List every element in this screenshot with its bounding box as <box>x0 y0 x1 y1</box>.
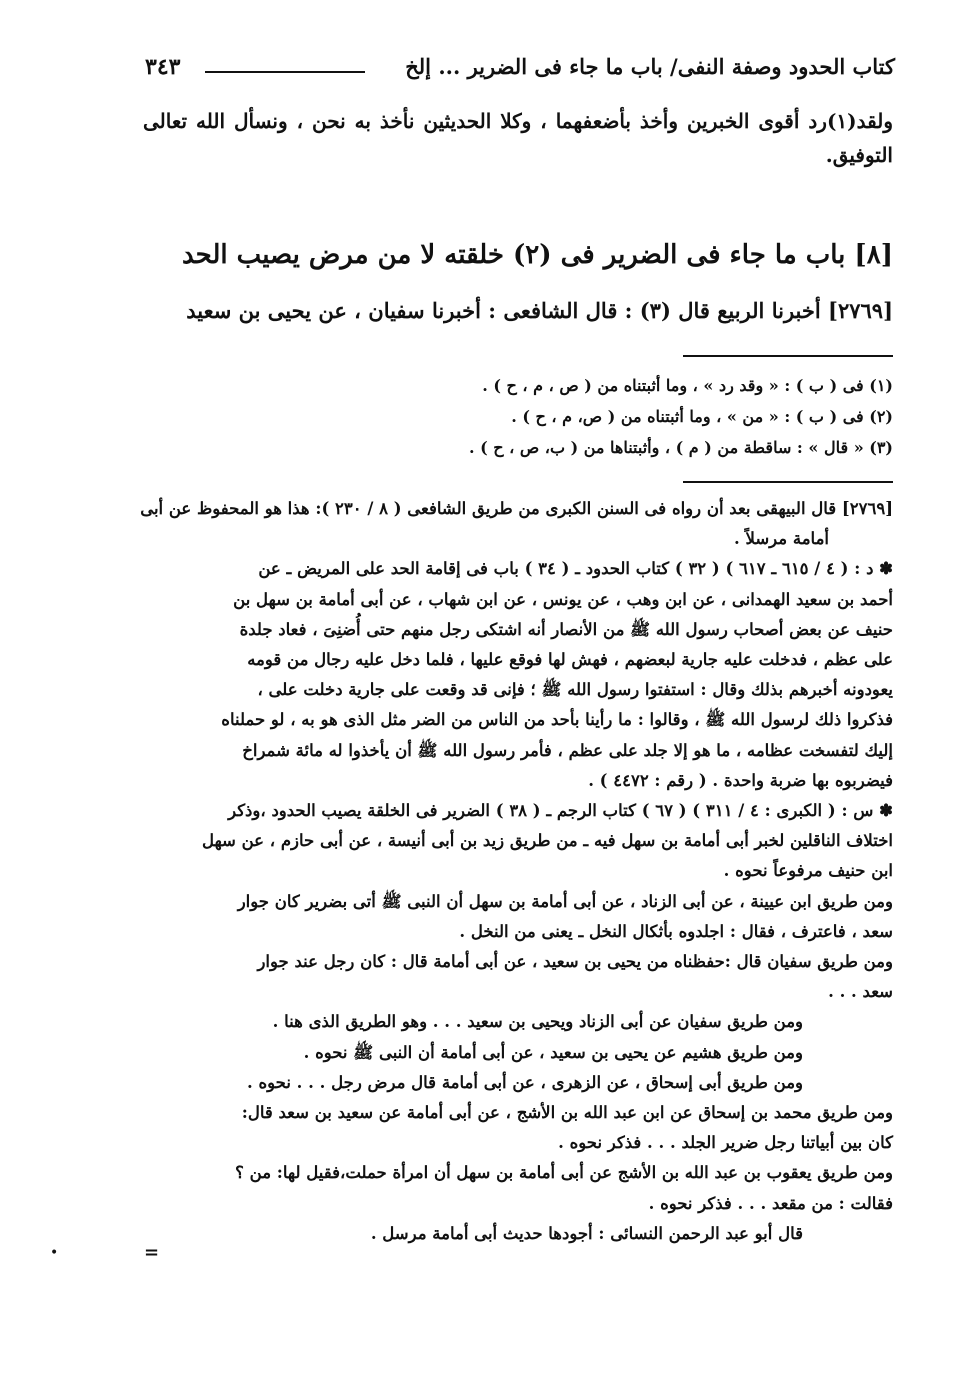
margin-dot: • <box>50 1245 59 1261</box>
footnote-1: (١) فى ( ب ) : « وقد رد » ، وما أثبتناه من ( ص ، م ، ح ) . <box>482 376 893 395</box>
commentary-line: اختلاف الناقلين لخبر أبى أمامة بن سهل فيه ـ من طريق زيد بن أبى أنيسة ، عن أبى حازم ، عن سهل <box>201 831 893 851</box>
commentary-line: سعد ، فاعترف ، فقال : اجلدوه بأثكال النخل ـ يعنى من النخل . <box>459 921 893 941</box>
hadith-text: [٢٧٦٩] أخبرنا الربيع قال (٣) : قال الشافعى : أخبرنا سفيان ، عن يحيى بن سعيد <box>186 298 893 323</box>
commentary-line: ومن طريق سفيان عن أبى الزناد ويحيى بن سعيد . . . وهو الطريق الذى هنا . <box>272 1012 803 1032</box>
commentary-line: ومن طريق ابن عيينة ، عن أبى الزناد ، عن أبى أمامة بن سهل أن النبى ﷺ أتى بضرير كان جوار <box>237 891 893 911</box>
running-header <box>145 54 895 90</box>
commentary-line: فيضربوه بها ضربة واحدة . ( رقم : ٤٤٧٢ ) . <box>588 770 893 790</box>
commentary-line: ومن طريق أبى إسحاق ، عن الزهرى ، عن أبى أمامة قال مرض رجل . . . نحوه . <box>247 1072 803 1092</box>
header-title: كتاب الحدود وصفة النفى/ باب ما جاء فى الضرير ... إلخ <box>405 54 895 79</box>
footnote-3: (٣) « قال » : ساقطة من ( م ) ، وأثبتناها من ( ب، ص ، ح ) . <box>468 438 893 457</box>
commentary-line: يعودونه أخبرهم بذلك وقال : استفتوا رسول الله ﷺ ؛ فإنى قد وقعت على جارية دخلت على ، <box>257 680 893 700</box>
commentary-line: ومن طريق محمد بن إسحاق عن ابن عبد الله بن الأشج ، عن أبى أمامة عن سعيد بن سعد قال: <box>241 1103 893 1123</box>
commentary-line: سعد . . . <box>828 982 893 1002</box>
commentary-line: ✽ س : ( الكبرى : ٤ / ٣١١ ) ( ٦٧ ) كتاب الرجم ـ ( ٣٨ ) الضرير فى الخلقة يصيب الحدود ،وذكر <box>228 801 893 821</box>
commentary-line: ابن حنيف مرفوعاً نحوه . <box>723 861 893 881</box>
commentary-line: أحمد بن سعيد الهمدانى ، عن ابن وهب ، عن يونس ، عن ابن شهاب ، عن أبى أمامة بن سهل بن <box>233 589 893 609</box>
commentary-line: كان بين أبياتنا رجل ضرير الجلد . . . فذكر نحوه . <box>558 1133 893 1153</box>
commentary-line: على عظم ، فدخلت عليه جارية لبعضهم ، فهش لها فوقع عليها ، فلما دخل عليه رجال من قومه <box>247 650 893 670</box>
commentary <box>133 494 893 1249</box>
commentary-line: إليك لتفسخت عظامه ، ما هو إلا جلد على عظم ، فأمر رسول الله ﷺ أن يأخذوا له مائة شمراخ <box>242 740 893 760</box>
commentary-line: ✽ د : ( ٤ / ٦١٥ ـ ٦١٧ ) ( ٣٢ ) كتاب الحدود ـ ( ٣٤ ) باب فى إقامة الحد على المريض ـ عن <box>258 559 893 579</box>
commentary-line: فقالت : من مقعد . . . فذكر نحوه . <box>648 1193 893 1213</box>
footnote-2: (٢) فى ( ب ) : « من » ، وما أثبتناه من ( ص، م ، ح ) . <box>511 407 893 426</box>
commentary-line: قال أبو عبد الرحمن النسائى : أجودها حديث أبى أمامة مرسل . <box>370 1223 803 1243</box>
page-number: ٣٤٣ <box>145 54 181 80</box>
header-rule <box>205 71 365 73</box>
margin-sign: = <box>144 1242 160 1263</box>
commentary-line: ومن طريق سفيان قال :حفظناه من يحيى بن سعيد ، عن أبى أمامة قال : كان رجل عند جوار <box>257 952 893 972</box>
commentary-line: حنيف عن بعض أصحاب رسول الله ﷺ من الأنصار أنه اشتكى رجل منهم حتى أُضنِىَ ، فعاد جلدة <box>239 619 893 639</box>
footnotes <box>133 370 893 463</box>
intro-paragraph: ولقد(١)رد أقوى الخبرين وأخذ بأضعفهما ، وكلا الحديثين نأخذ به نحن ، ونسأل الله تعالى التوفيق. <box>143 109 893 167</box>
chapter-title: [٨] باب ما جاء فى الضرير فى (٢) خلقته لا من مرض يصيب الحد <box>182 240 893 270</box>
commentary-line: ومن طريق يعقوب بن عبد الله بن الأشج عن أبى أمامة بن سهل أن امرأة حملت،فقيل لها: من ؟ <box>235 1163 893 1183</box>
commentary-line: أمامة مرسلاً . <box>734 529 829 549</box>
commentary-line: [٢٧٦٩] قال البيهقى بعد أن رواه فى السنن الكبرى من طريق الشافعى ( ٨ / ٢٣٠ ): هذا هو المحفوظ عن أبى <box>140 499 893 518</box>
commentary-line: فذكروا ذلك لرسول الله ﷺ ، وقالوا : ما رأينا بأحد من الناس من الضر مثل الذى هو به ، لو حملناه <box>221 710 893 730</box>
commentary-line: ومن طريق هشيم عن يحيى بن سعيد ، عن أبى أمامة أن النبى ﷺ نحوه . <box>303 1042 803 1062</box>
footnote-separator <box>683 355 893 357</box>
commentary-separator <box>683 481 893 483</box>
